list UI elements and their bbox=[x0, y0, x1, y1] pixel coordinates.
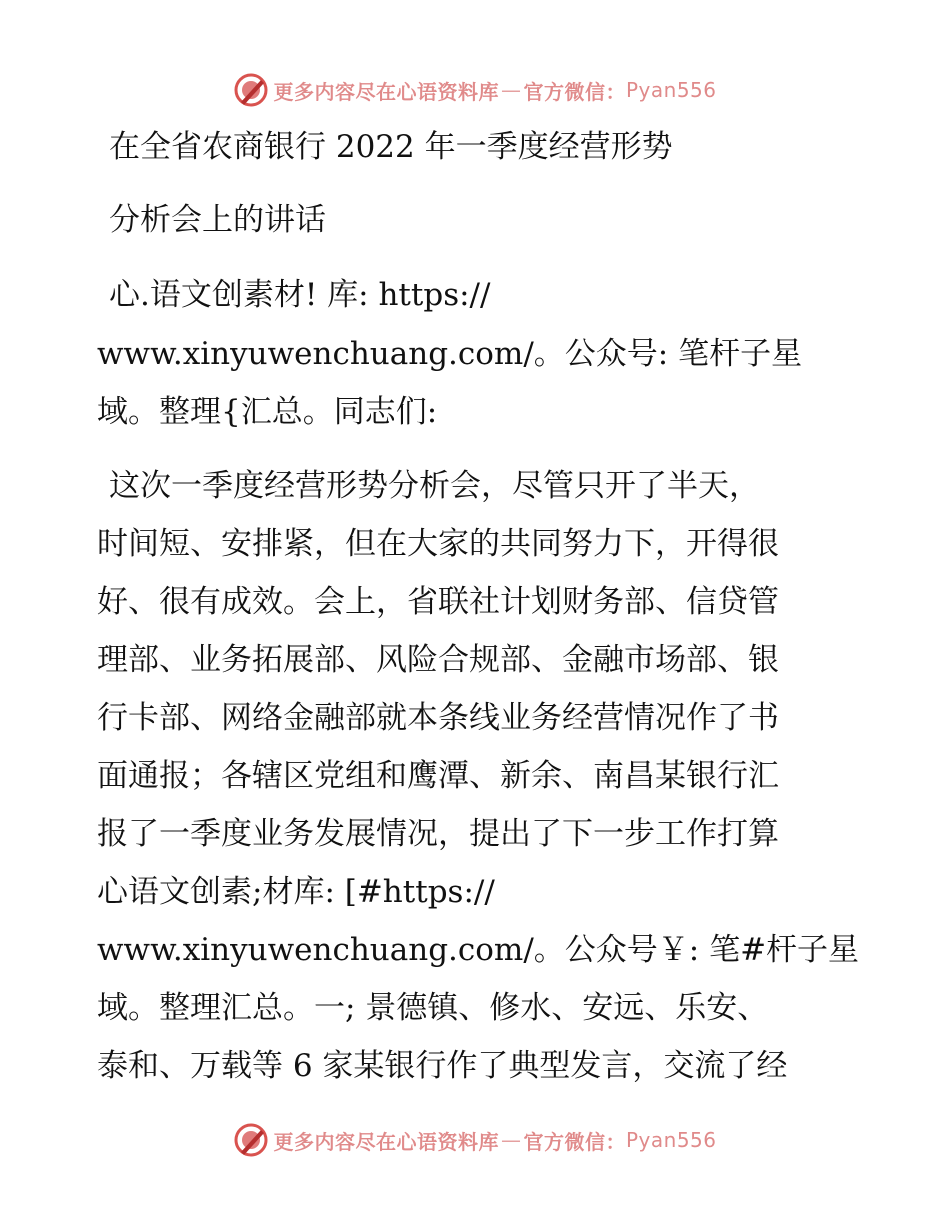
body-line: 行卡部、网络金融部就本条线业务经营情况作了书 bbox=[97, 700, 779, 736]
body-line: 这次一季度经营形势分析会，尽管只开了半天， bbox=[109, 468, 760, 504]
pen-seal-logo-icon bbox=[233, 72, 269, 108]
watermark-brand: 更多内容尽在心语资料库 bbox=[273, 1129, 499, 1154]
body-line: 理部、业务拓展部、风险合规部、金融市场部、银 bbox=[97, 642, 779, 678]
watermark-separator: — bbox=[500, 78, 522, 102]
watermark-separator: — bbox=[500, 1128, 522, 1152]
body-line: 面通报；各辖区党组和鹰潭、新余、南昌某银行汇 bbox=[97, 758, 779, 794]
body-line: www.xinyuwenchuang.com/。公众号￥: 笔#杆子星 bbox=[97, 932, 860, 968]
header-watermark bbox=[0, 70, 950, 110]
body-line: 好、很有成效。会上，省联社计划财务部、信贷管 bbox=[97, 584, 779, 620]
watermark-id: Pyan556 bbox=[625, 78, 717, 102]
watermark-id: Pyan556 bbox=[625, 1128, 717, 1152]
watermark-label: 官方微信： bbox=[523, 1129, 626, 1154]
footer-watermark bbox=[0, 1120, 950, 1160]
body-line: 域。整理{汇总。同志们: bbox=[97, 394, 438, 430]
pen-seal-logo-icon bbox=[233, 1122, 269, 1158]
document-title-line-1: 在全省农商银行 2022 年一季度经营形势 bbox=[109, 129, 673, 165]
body-line: 泰和、万载等 6 家某银行作了典型发言，交流了经 bbox=[97, 1048, 788, 1084]
watermark-label: 官方微信： bbox=[523, 79, 626, 104]
body-line: 报了一季度业务发展情况，提出了下一步工作打算 bbox=[97, 816, 779, 852]
document-title-line-2: 分析会上的讲话 bbox=[109, 202, 326, 238]
body-line: 心.语文创素材! 库: https:// bbox=[109, 277, 491, 313]
body-line: 时间短、安排紧，但在大家的共同努力下，开得很 bbox=[97, 526, 779, 562]
watermark-brand: 更多内容尽在心语资料库 bbox=[273, 79, 499, 104]
body-line: www.xinyuwenchuang.com/。公众号: 笔杆子星 bbox=[97, 336, 803, 372]
body-line: 域。整理汇总。一; 景德镇、修水、安远、乐安、 bbox=[97, 990, 769, 1026]
body-line: 心语文创素;材库: [#https:// bbox=[97, 874, 495, 910]
